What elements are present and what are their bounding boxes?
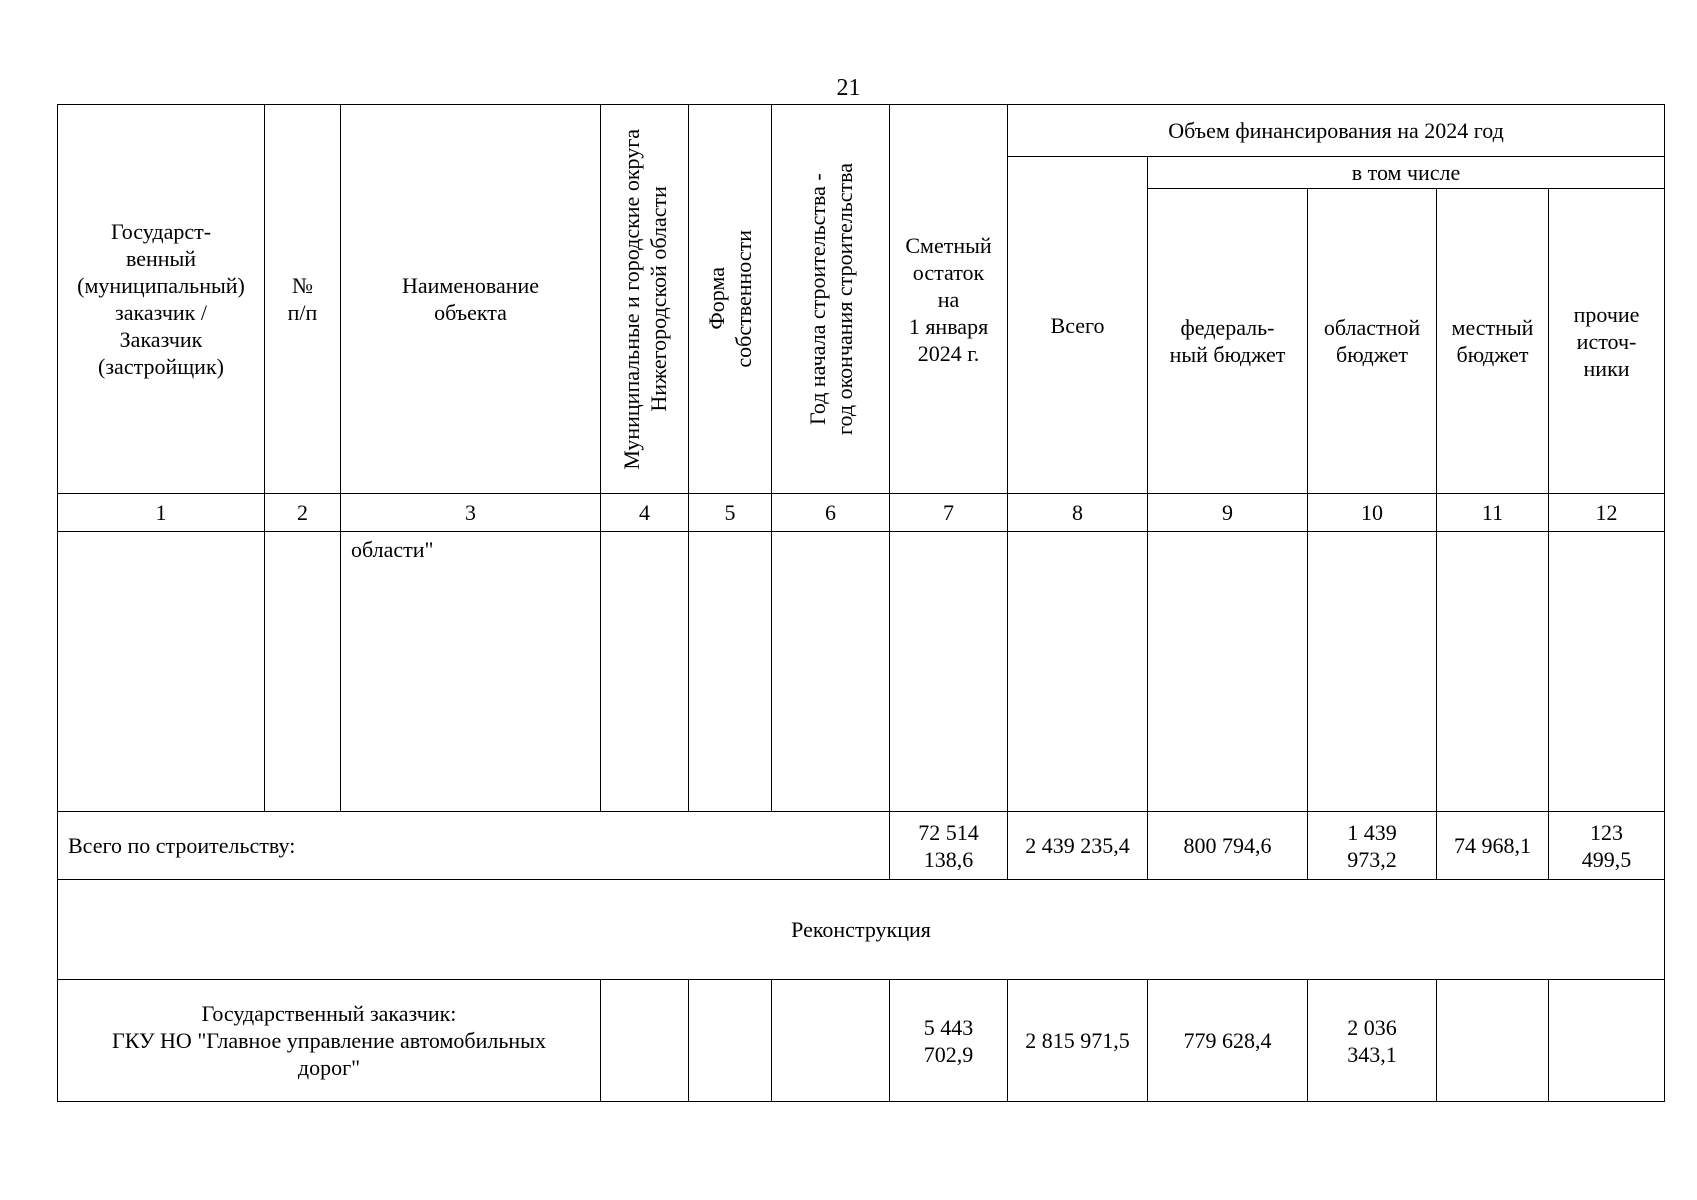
column-number: 3 [341, 494, 601, 532]
construction-total-federal: 800 794,6 [1148, 812, 1308, 880]
customer-regional: 2 036 343,1 [1308, 980, 1437, 1102]
header-ownership-form-text: Форма собственности [704, 230, 756, 368]
column-number: 7 [890, 494, 1008, 532]
cell-empty [689, 980, 772, 1102]
cell-empty [890, 532, 1008, 812]
header-municipal-districts [601, 105, 689, 494]
cell-empty [1008, 532, 1148, 812]
customer-local [1437, 980, 1549, 1102]
header-other-sources: прочие источ- ники [1549, 189, 1665, 494]
customer-estimate: 5 443 702,9 [890, 980, 1008, 1102]
column-number: 5 [689, 494, 772, 532]
customer-label: Государственный заказчик: ГКУ НО "Главное управление автомобильных дорог" [58, 980, 601, 1102]
construction-total-estimate: 72 514 138,6 [890, 812, 1008, 880]
construction-total-regional: 1 439 973,2 [1308, 812, 1437, 880]
header-federal-budget: федераль- ный бюджет [1148, 189, 1308, 494]
header-ownership-form [689, 105, 772, 494]
customer-total: 2 815 971,5 [1008, 980, 1148, 1102]
column-numbers-row [58, 494, 1665, 532]
cell-empty [1148, 532, 1308, 812]
customer-other [1549, 980, 1665, 1102]
column-number: 6 [772, 494, 890, 532]
header-financing-2024: Объем финансирования на 2024 год [1008, 105, 1665, 157]
column-number: 1 [58, 494, 265, 532]
construction-total-sum: 2 439 235,4 [1008, 812, 1148, 880]
header-local-budget: местный бюджет [1437, 189, 1549, 494]
cell-empty [1437, 532, 1549, 812]
column-number: 12 [1549, 494, 1665, 532]
cell-empty [772, 980, 890, 1102]
cell-empty [601, 980, 689, 1102]
header-regional-budget: областной бюджет [1308, 189, 1437, 494]
cell-empty [772, 532, 890, 812]
cell-empty [689, 532, 772, 812]
header-customer: Государст- венный (муниципальный) заказчик / Заказчик (застройщик) [58, 105, 265, 494]
column-number: 2 [265, 494, 341, 532]
header-total: Всего [1008, 157, 1148, 494]
column-number: 9 [1148, 494, 1308, 532]
construction-total-other: 123 499,5 [1549, 812, 1665, 880]
customer-row [58, 980, 1665, 1102]
column-number: 8 [1008, 494, 1148, 532]
page-number: 21 [836, 75, 861, 101]
header-including: в том числе [1148, 157, 1665, 189]
cell-empty [1308, 532, 1437, 812]
construction-total-local: 74 968,1 [1437, 812, 1549, 880]
construction-total-row [58, 812, 1665, 880]
header-construction-years-text: Год начала строительства - год окончания строительства [804, 163, 857, 435]
construction-total-label: Всего по строительству: [58, 812, 890, 880]
header-municipal-districts-text: Муниципальные и городские округа Нижегородской области [618, 128, 671, 470]
header-construction-years [772, 105, 890, 494]
header-row-number: № п/п [265, 105, 341, 494]
customer-federal: 779 628,4 [1148, 980, 1308, 1102]
cell-empty [1549, 532, 1665, 812]
financing-table [57, 104, 1665, 1102]
section-row [58, 880, 1665, 980]
object-name-continuation: области" [341, 532, 601, 812]
header-estimate-balance: Сметный остаток на 1 января 2024 г. [890, 105, 1008, 494]
section-title: Реконструкция [58, 880, 1665, 980]
continuation-row [58, 532, 1665, 812]
cell-empty [58, 532, 265, 812]
column-number: 10 [1308, 494, 1437, 532]
header-object-name: Наименование объекта [341, 105, 601, 494]
column-number: 4 [601, 494, 689, 532]
column-number: 11 [1437, 494, 1549, 532]
cell-empty [265, 532, 341, 812]
cell-empty [601, 532, 689, 812]
